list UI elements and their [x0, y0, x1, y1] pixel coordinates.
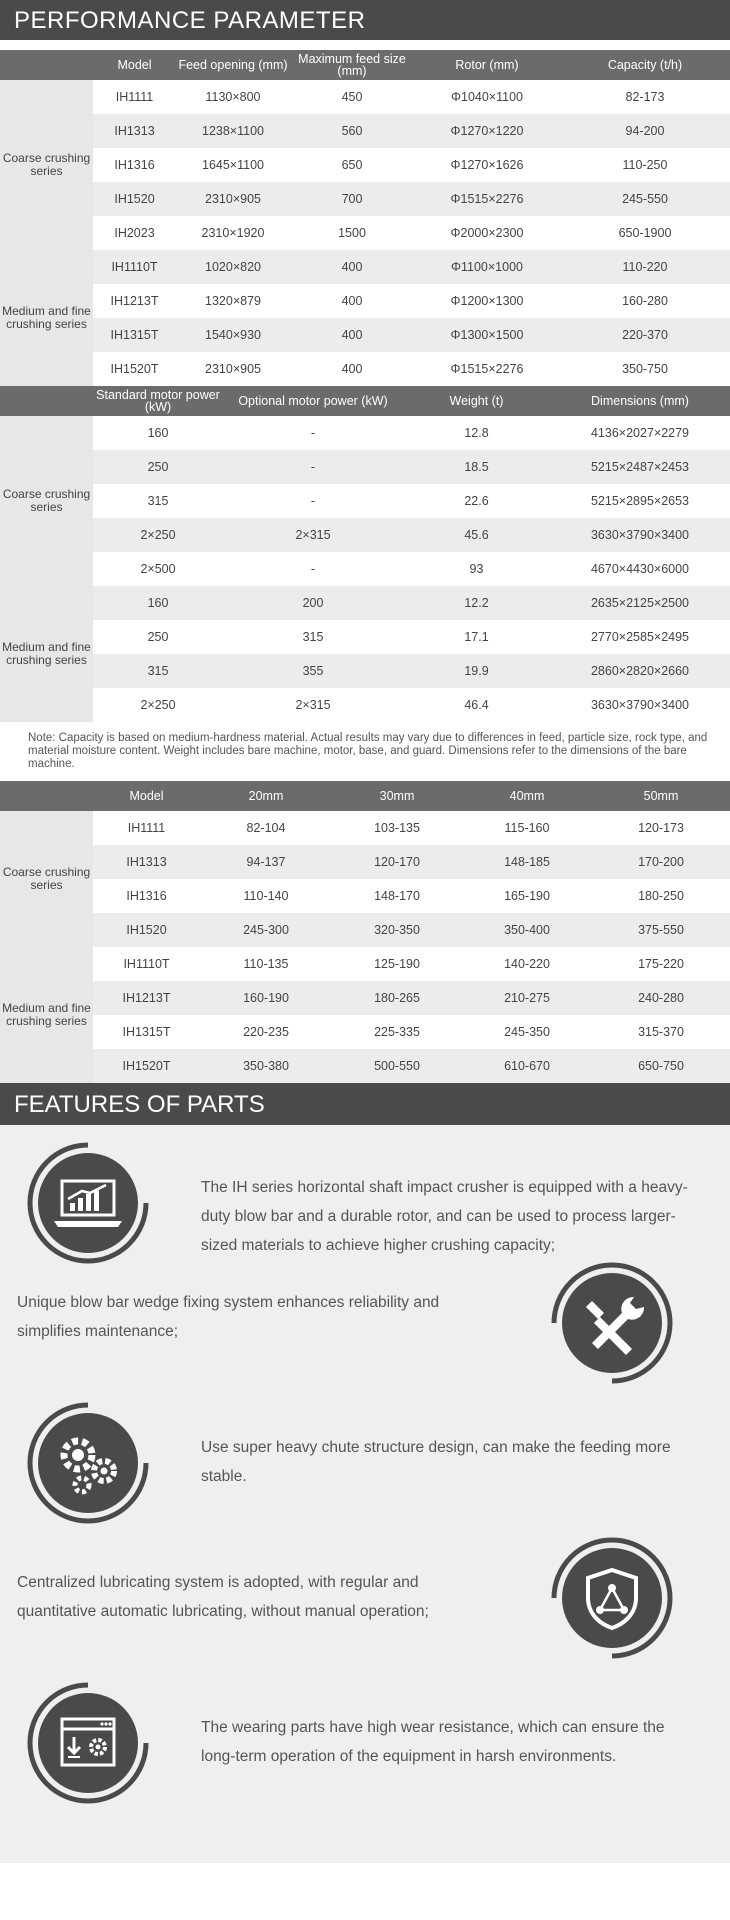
table-row — [0, 518, 730, 552]
table-header — [0, 50, 730, 80]
features-title: FEATURES OF PARTS — [14, 1091, 265, 1118]
table-cell: 315-370 — [592, 1015, 730, 1049]
table-row — [0, 148, 730, 182]
table-cell: 2×250 — [93, 518, 223, 552]
table-cell: 103-135 — [332, 811, 462, 845]
table-row — [0, 450, 730, 484]
table-cell: 2310×905 — [176, 182, 290, 216]
settings-window-icon — [18, 1673, 158, 1813]
table-cell: 400 — [290, 250, 414, 284]
table-row — [0, 1049, 730, 1083]
table-cell: 175-220 — [592, 947, 730, 981]
table-cell: 160-190 — [200, 981, 332, 1015]
table-cell: Φ1040×1100 — [414, 80, 560, 114]
table-cell: 2635×2125×2500 — [550, 586, 730, 620]
table-row — [0, 811, 730, 845]
table-cell: IH1315T — [93, 1015, 200, 1049]
table-row — [0, 586, 730, 620]
table-cell: 3630×3790×3400 — [550, 518, 730, 552]
table-cell: 200 — [223, 586, 403, 620]
table-cell: 180-265 — [332, 981, 462, 1015]
table-cell: 350-400 — [462, 913, 592, 947]
table-cell: 250 — [93, 620, 223, 654]
table-cell: 165-190 — [462, 879, 592, 913]
table-cell: 250 — [93, 450, 223, 484]
table-cell: IH1213T — [93, 981, 200, 1015]
table-row — [0, 284, 730, 318]
table-cell: 18.5 — [403, 450, 550, 484]
table-cell: 245-550 — [560, 182, 730, 216]
table-row — [0, 879, 730, 913]
table-cell: 2×250 — [93, 688, 223, 722]
table-row — [0, 947, 730, 981]
capacity-table — [0, 781, 730, 1083]
table-cell: 3630×3790×3400 — [550, 688, 730, 722]
table-cell: 120-170 — [332, 845, 462, 879]
table-cell: IH1520 — [93, 182, 176, 216]
table-row — [0, 484, 730, 518]
table-cell: 148-185 — [462, 845, 592, 879]
table-cell: 45.6 — [403, 518, 550, 552]
table-cell: IH1110T — [93, 947, 200, 981]
header-cell: Maximum feed size (mm) — [290, 50, 414, 80]
table-cell: 160 — [93, 586, 223, 620]
header-cell: Optional motor power (kW) — [223, 386, 403, 416]
header-cell: 20mm — [200, 781, 332, 811]
table-row — [0, 654, 730, 688]
table-cell: 2×315 — [223, 518, 403, 552]
feature-text: The IH series horizontal shaft impact crusher is equipped with a heavy-duty blow bar and a durable rotor, and can be used to process larger-sized materials to achieve higher crushing capacity; — [201, 1179, 688, 1254]
table-cell: 1238×1100 — [176, 114, 290, 148]
table-cell: Φ1270×1626 — [414, 148, 560, 182]
header-cell: Standard motor power (kW) — [93, 386, 223, 416]
table-cell: 320-350 — [332, 913, 462, 947]
table-cell: IH1111 — [93, 811, 200, 845]
table-cell: 17.1 — [403, 620, 550, 654]
table-cell: 700 — [290, 182, 414, 216]
table-cell: - — [223, 450, 403, 484]
table-row — [0, 250, 730, 284]
feature-text: Use super heavy chute structure design, can make the feeding more stable. — [201, 1439, 671, 1485]
spec-table-2 — [0, 386, 730, 722]
table-cell: IH1316 — [93, 148, 176, 182]
table-cell: 93 — [403, 552, 550, 586]
header-cell: 40mm — [462, 781, 592, 811]
table-cell: Φ1515×2276 — [414, 182, 560, 216]
table-cell: 355 — [223, 654, 403, 688]
table-cell: IH1520 — [93, 913, 200, 947]
table-cell: 2310×905 — [176, 352, 290, 386]
spec-table-1 — [0, 50, 730, 386]
wrench-screwdriver-icon — [542, 1253, 682, 1393]
table-row — [0, 620, 730, 654]
features-banner — [0, 1083, 730, 1125]
table-cell: 1130×800 — [176, 80, 290, 114]
table-cell: 400 — [290, 284, 414, 318]
series-label: Medium and fine crushing series — [0, 586, 93, 722]
table-cell: IH1520T — [93, 1049, 200, 1083]
table-cell: 94-137 — [200, 845, 332, 879]
table-cell: 110-140 — [200, 879, 332, 913]
table-cell: 180-250 — [592, 879, 730, 913]
table-cell: 315 — [93, 654, 223, 688]
table-cell: 1645×1100 — [176, 148, 290, 182]
table-cell: 12.2 — [403, 586, 550, 620]
table-cell: 115-160 — [462, 811, 592, 845]
shield-icon — [542, 1528, 682, 1668]
table-cell: 400 — [290, 318, 414, 352]
table-cell: 140-220 — [462, 947, 592, 981]
table-row — [0, 1015, 730, 1049]
table-cell: 450 — [290, 80, 414, 114]
table-cell: 560 — [290, 114, 414, 148]
table-row — [0, 416, 730, 450]
table-row — [0, 352, 730, 386]
table-cell: IH2023 — [93, 216, 176, 250]
table-cell: 5215×2487×2453 — [550, 450, 730, 484]
feature-text: Centralized lubricating system is adopted, with regular and quantitative automatic lubricating, without manual operation; — [17, 1574, 429, 1620]
table-cell: 19.9 — [403, 654, 550, 688]
table-cell: 125-190 — [332, 947, 462, 981]
table-cell: 2×500 — [93, 552, 223, 586]
table-cell: 350-380 — [200, 1049, 332, 1083]
series-label: Medium and fine crushing series — [0, 947, 93, 1083]
table-cell: Φ1200×1300 — [414, 284, 560, 318]
table-cell: 2310×1920 — [176, 216, 290, 250]
table-cell: 210-275 — [462, 981, 592, 1015]
header-cell: Model — [93, 50, 176, 80]
table-cell: 650-750 — [592, 1049, 730, 1083]
table-cell: - — [223, 416, 403, 450]
table-cell: 82-173 — [560, 80, 730, 114]
table-row — [0, 80, 730, 114]
table-cell: 82-104 — [200, 811, 332, 845]
table-cell: 4670×4430×6000 — [550, 552, 730, 586]
table-cell: 350-750 — [560, 352, 730, 386]
table-header — [0, 386, 730, 416]
table-cell: Φ2000×2300 — [414, 216, 560, 250]
table-cell: 1540×930 — [176, 318, 290, 352]
table-row — [0, 182, 730, 216]
series-label: Medium and fine crushing series — [0, 250, 93, 386]
table-cell: 160-280 — [560, 284, 730, 318]
table-cell: 2770×2585×2495 — [550, 620, 730, 654]
table-row — [0, 114, 730, 148]
table-cell: 315 — [223, 620, 403, 654]
table-cell: 225-335 — [332, 1015, 462, 1049]
table-cell: 1320×879 — [176, 284, 290, 318]
table-row — [0, 552, 730, 586]
series-label: Coarse crushing series — [0, 80, 93, 250]
table-row — [0, 318, 730, 352]
table-header — [0, 781, 730, 811]
table-cell: 220-235 — [200, 1015, 332, 1049]
table-cell: 500-550 — [332, 1049, 462, 1083]
header-cell: 30mm — [332, 781, 462, 811]
header-cell: Dimensions (mm) — [550, 386, 730, 416]
performance-title: PERFORMANCE PARAMETER — [14, 7, 366, 34]
table-row — [0, 216, 730, 250]
table-cell: 375-550 — [592, 913, 730, 947]
table-cell: IH1313 — [93, 845, 200, 879]
table-cell: 2860×2820×2660 — [550, 654, 730, 688]
table-cell: IH1111 — [93, 80, 176, 114]
table-cell: 170-200 — [592, 845, 730, 879]
table-cell: 1500 — [290, 216, 414, 250]
feature-text: Unique blow bar wedge fixing system enhances reliability and simplifies maintenance; — [17, 1294, 440, 1340]
table-cell: 94-200 — [560, 114, 730, 148]
table-cell: 46.4 — [403, 688, 550, 722]
table-cell: 315 — [93, 484, 223, 518]
header-cell: Capacity (t/h) — [560, 50, 730, 80]
header-cell: Weight (t) — [403, 386, 550, 416]
table-cell: IH1520T — [93, 352, 176, 386]
table-cell: 610-670 — [462, 1049, 592, 1083]
table-cell: 650-1900 — [560, 216, 730, 250]
table-cell: 160 — [93, 416, 223, 450]
table-cell: IH1110T — [93, 250, 176, 284]
table-cell: - — [223, 552, 403, 586]
table-cell: - — [223, 484, 403, 518]
table-cell: 245-300 — [200, 913, 332, 947]
table-cell: 120-173 — [592, 811, 730, 845]
series-label: Coarse crushing series — [0, 416, 93, 586]
table-cell: IH1313 — [93, 114, 176, 148]
series-label: Coarse crushing series — [0, 811, 93, 947]
table-cell: 650 — [290, 148, 414, 182]
table-cell: 2×315 — [223, 688, 403, 722]
capacity-note: Note: Capacity is based on medium-hardness material. Actual results may vary due to differences in feed, particle size, rock type, and material moisture content. Weight includes bare machine, motor, base, and guard. Dimensions refer to the dimensions of the bare machine. — [28, 732, 708, 770]
table-cell: 400 — [290, 352, 414, 386]
feature-text: The wearing parts have high wear resistance, which can ensure the long-term operation of the equipment in harsh environments. — [201, 1719, 665, 1765]
table-row — [0, 688, 730, 722]
table-cell: 240-280 — [592, 981, 730, 1015]
table-cell: 1020×820 — [176, 250, 290, 284]
table-cell: IH1315T — [93, 318, 176, 352]
table-cell: Φ1300×1500 — [414, 318, 560, 352]
table-cell: 110-135 — [200, 947, 332, 981]
performance-banner — [0, 0, 730, 40]
table-cell: 5215×2895×2653 — [550, 484, 730, 518]
header-cell: 50mm — [592, 781, 730, 811]
table-cell: Φ1515×2276 — [414, 352, 560, 386]
table-cell: 148-170 — [332, 879, 462, 913]
header-cell: Feed opening (mm) — [176, 50, 290, 80]
gears-icon — [18, 1393, 158, 1533]
table-cell: IH1213T — [93, 284, 176, 318]
table-row — [0, 981, 730, 1015]
table-cell: 110-220 — [560, 250, 730, 284]
laptop-chart-icon — [18, 1133, 158, 1273]
table-cell: 4136×2027×2279 — [550, 416, 730, 450]
table-cell: 110-250 — [560, 148, 730, 182]
header-cell: Rotor (mm) — [414, 50, 560, 80]
table-cell: 12.8 — [403, 416, 550, 450]
table-cell: IH1316 — [93, 879, 200, 913]
table-cell: Φ1270×1220 — [414, 114, 560, 148]
table-row — [0, 913, 730, 947]
table-row — [0, 845, 730, 879]
header-cell: Model — [93, 781, 200, 811]
features-section — [0, 1083, 730, 1863]
table-cell: 245-350 — [462, 1015, 592, 1049]
table-cell: 22.6 — [403, 484, 550, 518]
table-cell: Φ1100×1000 — [414, 250, 560, 284]
table-cell: 220-370 — [560, 318, 730, 352]
